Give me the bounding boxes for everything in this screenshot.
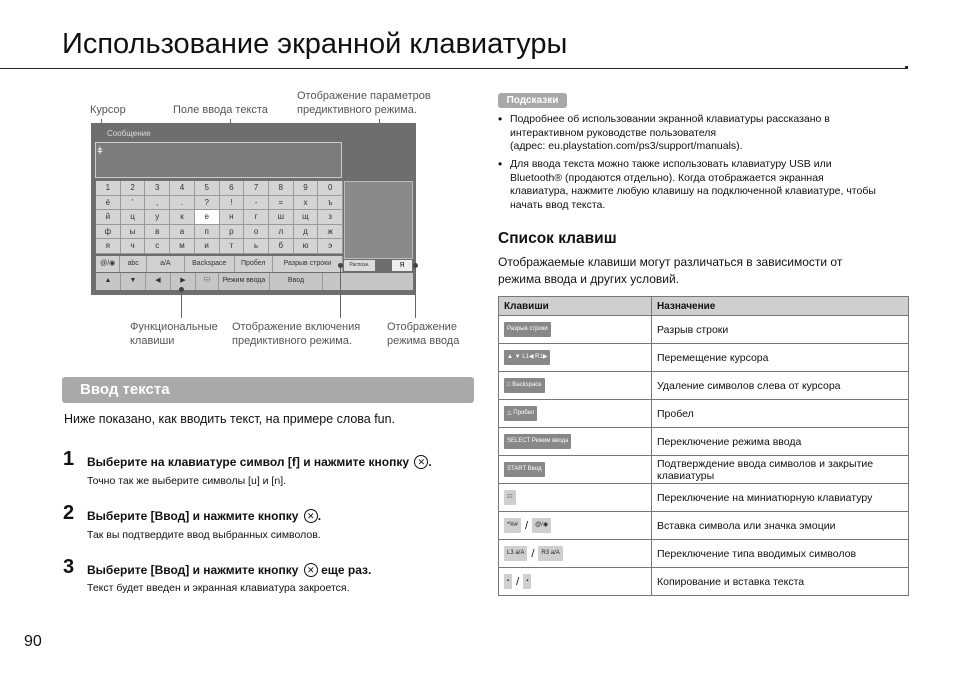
keyboard-key: ё <box>96 196 121 211</box>
keyboard-key: з <box>318 210 343 225</box>
keyboard-key: х <box>294 196 319 211</box>
keyboard-key: 8 <box>269 181 294 196</box>
callout-input-mode-line2: режима ввода <box>387 335 460 347</box>
keyboard-key: й <box>96 210 121 225</box>
callout-predict-params-line2: предиктивного режима. <box>297 104 417 116</box>
keys-table-header <box>499 297 909 316</box>
step-2-heading <box>87 509 321 523</box>
keyboard-key: л <box>269 225 294 240</box>
step-2-number: 2 <box>63 502 75 524</box>
hint-1-line-2: интерактивном руководстве пользователя <box>510 126 717 139</box>
key-image: ▲ ▼ L1◀ R1▶ <box>504 350 550 365</box>
keyboard-key: 1 <box>96 181 121 196</box>
keyboard-key: ч <box>121 239 146 254</box>
keys-table-purpose-cell: Пробел <box>652 400 909 428</box>
callout-input-mode <box>387 320 459 348</box>
hint-2-line-2: Bluetooth® (продаются отдельно). Когда отображается экранная <box>510 171 824 184</box>
keyboard-key: т <box>220 239 245 254</box>
key-image: START Ввод <box>504 462 545 477</box>
step-3-sub: Текст будет введен и экранная клавиатура закроется. <box>87 582 350 594</box>
keyboard-key: ж <box>318 225 343 240</box>
keyboard-key: 4 <box>170 181 195 196</box>
keys-table-purpose-cell: Переключение типа вводимых символов <box>652 540 909 568</box>
keyboard-function-key: Пробел <box>235 256 273 272</box>
keys-table-key-cell <box>499 540 652 568</box>
keys-desc-line-2: режима ввода и других условий. <box>498 271 680 286</box>
keyboard-key: в <box>145 225 170 240</box>
keyboard-key: ъ <box>318 196 343 211</box>
keyboard-key: п <box>195 225 220 240</box>
callout-input-mode-line1: Отображение <box>387 321 457 333</box>
leader-function-keys <box>181 290 182 318</box>
keys-table-row <box>499 400 909 428</box>
keyboard-row <box>96 225 343 240</box>
keyboard-key: 6 <box>220 181 245 196</box>
key-image: Разрыв строки <box>504 322 551 337</box>
keyboard-key: , <box>145 196 170 211</box>
keys-table-purpose-cell: Перемещение курсора <box>652 344 909 372</box>
keyboard-key: - <box>244 196 269 211</box>
keyboard-key: ? <box>195 196 220 211</box>
key-separator: / <box>525 519 529 532</box>
keys-table-purpose-cell: Подтверждение ввода символов и закрытие клавиатуры <box>652 456 909 484</box>
keys-table-key-cell <box>499 428 652 456</box>
title-rule-tick <box>905 66 908 69</box>
key-image: △ Пробел <box>504 406 537 421</box>
keyboard-function-key: ⁝⁝⁝ <box>196 273 219 290</box>
keys-list-description <box>498 254 898 287</box>
keyboard-message-label: Сообщение <box>107 129 151 138</box>
keys-table-key-cell <box>499 512 652 540</box>
keys-table-key-cell <box>499 372 652 400</box>
step-3-heading <box>87 563 371 577</box>
keyboard-function-key: abc <box>120 256 146 272</box>
keyboard-key: я <box>96 239 121 254</box>
keyboard-function-key: @/◉ <box>96 256 120 272</box>
keys-table-row <box>499 456 909 484</box>
keyboard-key: е <box>195 210 220 225</box>
keyboard-key: 7 <box>244 181 269 196</box>
page-number: 90 <box>24 633 42 650</box>
page-title: Использование экранной клавиатуры <box>62 28 568 60</box>
keys-table-purpose-cell: Переключение режима ввода <box>652 428 909 456</box>
keys-table <box>498 296 909 596</box>
leader-predict-toggle <box>340 266 341 318</box>
leader-input-mode-dot <box>413 263 418 268</box>
hint-2-line-4: начать ввод текста. <box>510 198 606 211</box>
keys-column-header: Клавиши <box>499 297 652 316</box>
keyboard-row <box>96 210 343 225</box>
key-image: SELECT Режим ввода <box>504 434 571 449</box>
keys-table-purpose-cell: Разрыв строки <box>652 316 909 344</box>
hint-1-line-3: (адрес: eu.playstation.com/ps3/support/manuals). <box>510 140 743 152</box>
step-2-heading-tail: . <box>317 509 322 523</box>
callout-predict-toggle <box>232 320 360 348</box>
keyboard-key: . <box>170 196 195 211</box>
keyboard-key: = <box>269 196 294 211</box>
keyboard-row <box>96 196 343 211</box>
bullet-icon: • <box>498 112 503 126</box>
keys-table-row <box>499 428 909 456</box>
keyboard-key: о <box>244 225 269 240</box>
keyboard-function-key: Разрыв строки <box>273 256 343 272</box>
keys-table-row <box>499 316 909 344</box>
step-2-heading-text: Выберите [Ввод] и нажмите кнопку <box>87 509 299 523</box>
keyboard-function-key: а/А <box>147 256 185 272</box>
callout-function-keys <box>130 320 218 348</box>
key-image: ▪ <box>504 574 512 589</box>
purpose-column-header: Назначение <box>652 297 909 316</box>
keyboard-function-key: ▼ <box>121 273 146 290</box>
keys-table-purpose-cell: Копирование и вставка текста <box>652 568 909 596</box>
keyboard-function-key: ▶ <box>171 273 196 290</box>
keys-table-key-cell <box>499 400 652 428</box>
section-title: Ввод текста <box>80 381 170 398</box>
callout-cursor: Курсор <box>90 104 126 116</box>
step-3-heading-text: Выберите [Ввод] и нажмите кнопку <box>87 563 299 577</box>
key-image: R3 a/A <box>538 546 562 561</box>
keys-table-purpose-cell: Переключение на миниатюрную клавиатуру <box>652 484 909 512</box>
keys-table-body <box>499 316 909 596</box>
keys-table-row <box>499 344 909 372</box>
step-3-heading-tail: еще раз. <box>321 563 372 577</box>
key-image: *%# <box>504 518 521 533</box>
key-image: @/◉ <box>532 518 551 533</box>
section-intro: Ниже показано, как вводить текст, на примере слова fun. <box>64 412 396 426</box>
key-image: ⁝⁝⁝ <box>504 490 516 505</box>
callout-predict-toggle-line2: предиктивного режима. <box>232 335 352 347</box>
hint-2-line-1: Для ввода текста можно также использовать клавиатуру USB или <box>510 158 832 170</box>
keys-table-row <box>499 372 909 400</box>
keys-table-key-cell <box>499 456 652 484</box>
keyboard-key: с <box>145 239 170 254</box>
hints-tag: Подсказки <box>498 93 567 108</box>
hint-item-2 <box>498 158 913 212</box>
step-3-number: 3 <box>63 556 75 578</box>
keyboard-key: ю <box>294 239 319 254</box>
key-separator: / <box>531 547 535 560</box>
cross-button-icon: ✕ <box>304 563 318 577</box>
bullet-icon: • <box>498 157 503 171</box>
keyboard-key: у <box>145 210 170 225</box>
keyboard-key: щ <box>294 210 319 225</box>
leader-function-keys-dot <box>179 287 184 292</box>
callout-predict-params-line1: Отображение параметров <box>297 90 431 102</box>
keyboard-grid <box>96 181 343 254</box>
keys-desc-line-1: Отображаемые клавиши могут различаться в зависимости от <box>498 255 843 269</box>
keyboard-key: ь <box>244 239 269 254</box>
keyboard-key: м <box>170 239 195 254</box>
callout-predict-toggle-line1: Отображение включения <box>232 321 361 333</box>
keyboard-key: 3 <box>145 181 170 196</box>
key-image: L3 a/A <box>504 546 527 561</box>
key-separator: / <box>516 575 520 588</box>
keys-table-row <box>499 540 909 568</box>
leader-predict-toggle-dot <box>338 263 343 268</box>
callout-text-field: Поле ввода текста <box>173 104 268 116</box>
keyboard-key: ' <box>121 196 146 211</box>
keyboard-key: э <box>318 239 343 254</box>
keyboard-key: ш <box>269 210 294 225</box>
hint-item-1 <box>498 113 913 154</box>
step-1-sub: Точно так же выберите символы [u] и [n]. <box>87 475 287 487</box>
step-1-number: 1 <box>63 448 75 470</box>
keyboard-cursor-icon: ǂ <box>97 146 103 157</box>
keyboard-row <box>96 181 343 196</box>
step-1-heading-tail: . <box>428 455 432 469</box>
keys-table-purpose-cell: Вставка символа или значка эмоции <box>652 512 909 540</box>
keyboard-key: и <box>195 239 220 254</box>
keyboard-key: ы <box>121 225 146 240</box>
cross-button-icon: ✕ <box>414 455 428 469</box>
keys-table-key-cell <box>499 568 652 596</box>
cross-button-icon: ✕ <box>304 509 318 523</box>
keys-table-row <box>499 484 909 512</box>
keyboard-key: ф <box>96 225 121 240</box>
step-2-sub: Так вы подтвердите ввод выбранных символов. <box>87 529 321 541</box>
keyboard-key: р <box>220 225 245 240</box>
keys-table-key-cell <box>499 344 652 372</box>
keyboard-key: д <box>294 225 319 240</box>
keyboard-key: 2 <box>121 181 146 196</box>
keyboard-key: 0 <box>318 181 343 196</box>
keyboard-key: а <box>170 225 195 240</box>
key-image: □ Backspace <box>504 378 545 393</box>
title-rule <box>0 68 906 69</box>
step-1-heading <box>87 455 432 469</box>
keyboard-key: 5 <box>195 181 220 196</box>
keyboard-key: ! <box>220 196 245 211</box>
keyboard-key: г <box>244 210 269 225</box>
keyboard-function-key: ▲ <box>96 273 121 290</box>
keys-table-key-cell <box>499 484 652 512</box>
callout-function-keys-line1: Функциональные <box>130 321 218 333</box>
callout-predict-params <box>297 89 431 117</box>
keyboard-text-field <box>95 142 342 178</box>
callout-function-keys-line2: клавиши <box>130 335 175 347</box>
hint-1-line-1: Подробнее об использовании экранной клавиатуры рассказано в <box>510 113 830 125</box>
keys-table-row <box>499 568 909 596</box>
hint-2-line-3: клавиатура, нажмите любую клавишу на подключенной клавиатуре, чтобы <box>510 185 876 197</box>
keyboard-key: ц <box>121 210 146 225</box>
keys-table-row <box>499 512 909 540</box>
keys-list-heading: Список клавиш <box>498 230 617 247</box>
keyboard-predict-panel <box>344 181 413 259</box>
keys-table-purpose-cell: Удаление символов слева от курсора <box>652 372 909 400</box>
keyboard-key: 9 <box>294 181 319 196</box>
keyboard-function-key: Режим ввода <box>219 273 270 290</box>
leader-input-mode <box>415 266 416 318</box>
key-image: ▪ <box>523 574 531 589</box>
step-1-heading-text: Выберите на клавиатуре символ [f] и нажмите кнопку <box>87 455 410 469</box>
keyboard-row <box>96 239 343 254</box>
keyboard-predict-indicator: Распозн. <box>344 260 375 271</box>
keyboard-function-key: Backspace <box>185 256 235 272</box>
keyboard-key: б <box>269 239 294 254</box>
keyboard-key: к <box>170 210 195 225</box>
keyboard-function-key: Ввод <box>270 273 323 290</box>
keys-table-key-cell <box>499 316 652 344</box>
keyboard-function-row-2 <box>96 273 413 290</box>
keyboard-function-row-1 <box>96 256 343 272</box>
keyboard-function-key: ◀ <box>146 273 171 290</box>
keyboard-mode-indicator: Я <box>392 260 412 271</box>
keyboard-key: н <box>220 210 245 225</box>
